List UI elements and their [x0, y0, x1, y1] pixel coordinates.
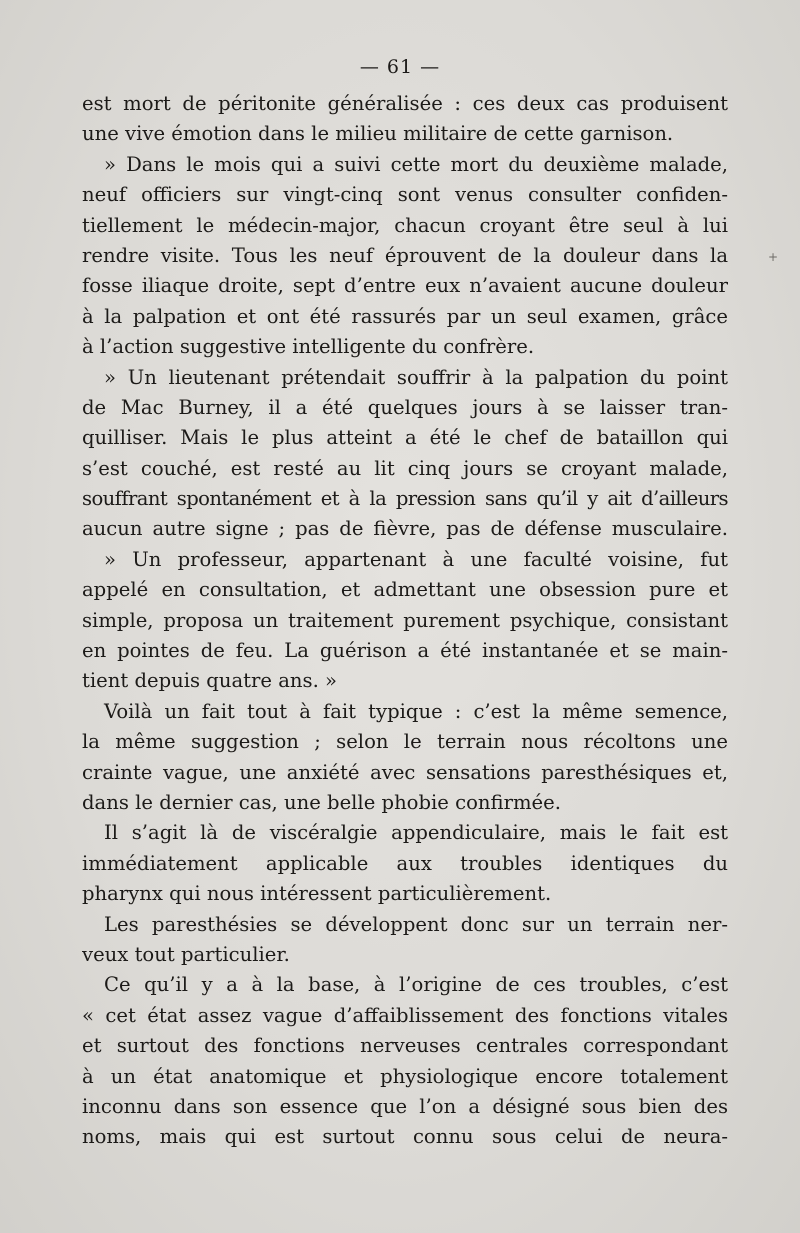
text-line: Les paresthésies se développent donc sur un terrain ner- — [104, 912, 728, 936]
paragraph — [82, 697, 728, 819]
text-line: à la palpation et ont été rassurés par un seul examen, grâce — [82, 304, 728, 328]
text-line: fosse iliaque droite, sept d’entre eux n’avaient aucune douleur — [82, 274, 728, 298]
paragraph — [82, 89, 728, 150]
paragraph — [82, 818, 728, 909]
text-line: de Mac Burney, il a été quelques jours à se laisser tran- — [82, 395, 728, 419]
text-line: neuf officiers sur vingt-cinq sont venus consulter confiden- — [82, 183, 728, 207]
text-line: une vive émotion dans le milieu militaire de cette garnison. — [82, 122, 674, 146]
text-line: Il s’agit là de viscéralgie appendiculaire, mais le fait est — [104, 821, 728, 845]
paragraph — [82, 363, 728, 545]
text-line: et surtout des fonctions nerveuses centrales correspondant — [82, 1034, 728, 1058]
text-line: souffrant spontanément et à la pression sans qu’il y ait d’ailleurs — [82, 487, 728, 511]
text-line: appelé en consultation, et admettant une obsession pure et — [82, 578, 728, 602]
text-line: est mort de péritonite généralisée : ces deux cas produisent — [82, 92, 728, 115]
text-line: » Un professeur, appartenant à une faculté voisine, fut — [104, 547, 728, 571]
text-line: en pointes de feu. La guérison a été instantanée et se main- — [82, 639, 728, 663]
text-line: simple, proposa un traitement purement psychique, consistant — [82, 608, 728, 632]
text-line: immédiatement applicable aux troubles identiques du — [82, 851, 728, 875]
paragraph — [82, 545, 728, 697]
paragraph — [82, 150, 728, 363]
text-line: Voilà un fait tout à fait typique : c’est la même semence, — [104, 699, 728, 723]
text-line: s’est couché, est resté au lit cinq jours se croyant malade, — [82, 456, 728, 480]
text-line: pharynx qui nous intéressent particulièrement. — [82, 882, 552, 906]
body-text — [82, 89, 728, 1153]
margin-mark: + — [768, 250, 779, 264]
text-line: à l’action suggestive intelligente du confrère. — [82, 335, 535, 359]
text-line: tiellement le médecin-major, chacun croyant être seul à lui — [82, 213, 728, 237]
paragraph — [82, 970, 728, 1152]
text-line: » Un lieutenant prétendait souffrir à la palpation du point — [104, 365, 728, 389]
paragraph — [82, 910, 728, 971]
text-line: dans le dernier cas, une belle phobie confirmée. — [82, 790, 561, 814]
text-line: rendre visite. Tous les neuf éprouvent de la douleur dans la — [82, 243, 728, 267]
text-line: la même suggestion ; selon le terrain nous récoltons une — [82, 730, 728, 754]
text-line: noms, mais qui est surtout connu sous celui de neura- — [82, 1125, 728, 1149]
text-line: Ce qu’il y a à la base, à l’origine de ces troubles, c’est — [104, 973, 728, 997]
text-line: tient depuis quatre ans. » — [82, 669, 338, 693]
text-line: crainte vague, une anxiété avec sensations paresthésiques et, — [82, 760, 728, 784]
text-line: veux tout particulier. — [82, 942, 290, 966]
text-line: inconnu dans son essence que l’on a désigné sous bien des — [82, 1094, 728, 1118]
text-line: » Dans le mois qui a suivi cette mort du deuxième malade, — [104, 152, 728, 176]
page-number: — 61 — — [359, 56, 441, 78]
text-line: à un état anatomique et physiologique encore totalement — [82, 1064, 728, 1088]
text-line: aucun autre signe ; pas de fièvre, pas de défense musculaire. — [82, 517, 728, 541]
text-line: « cet état assez vague d’affaiblissement des fonctions vitales — [82, 1003, 728, 1027]
text-line: quilliser. Mais le plus atteint a été le chef de bataillon qui — [82, 426, 728, 450]
